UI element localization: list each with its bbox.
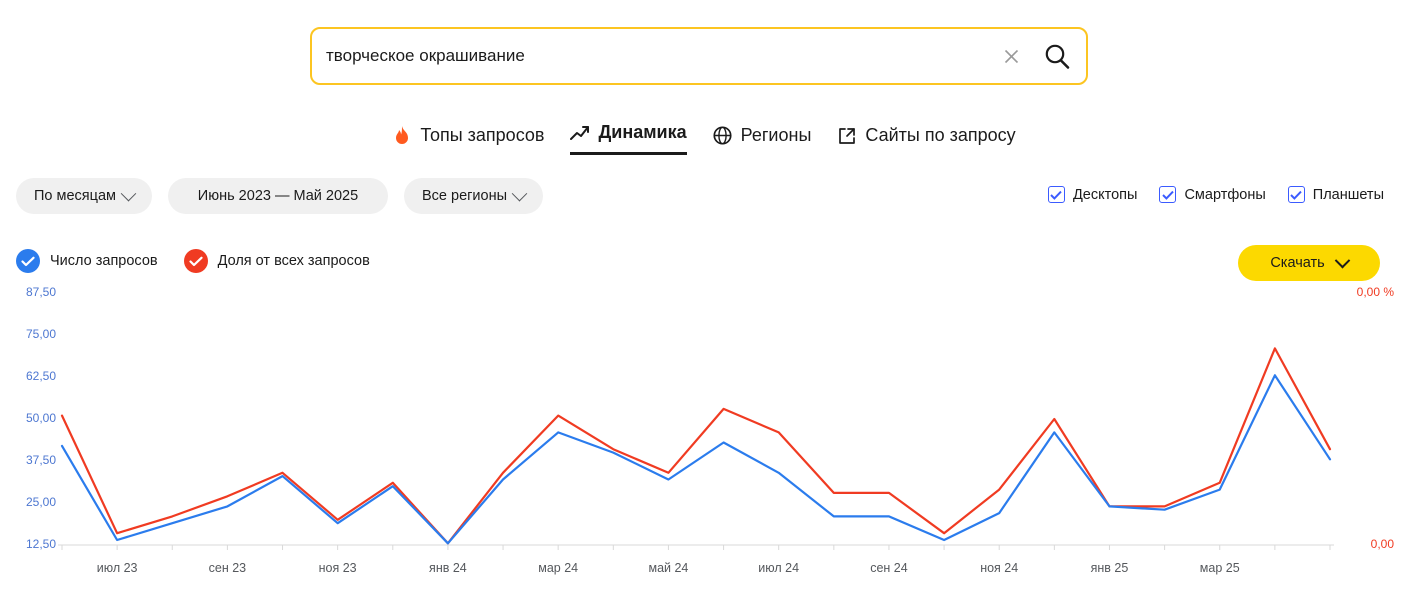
checkbox-smartphones-label: Смартфоны [1184, 186, 1266, 203]
tab-regions-label: Регионы [740, 125, 812, 145]
y-tick-left: 87,50 [25, 285, 56, 299]
y-tick-left: 62,50 [25, 369, 56, 383]
x-tick-label: сен 24 [870, 561, 908, 575]
check-icon [189, 256, 203, 267]
tab-regions[interactable] [713, 125, 812, 155]
x-tick-label: ноя 23 [318, 561, 357, 575]
chart-plot [0, 283, 1408, 601]
x-tick-label: мар 25 [1199, 561, 1240, 575]
check-icon [1050, 190, 1062, 200]
search-button[interactable] [1028, 29, 1086, 83]
search-bar[interactable] [310, 27, 1088, 85]
chevron-down-icon [121, 185, 137, 201]
tab-sites[interactable] [837, 125, 1015, 155]
y-tick-right: 0,00 [1370, 537, 1394, 551]
device-filters [1048, 186, 1384, 203]
x-tick-label: июл 24 [758, 561, 800, 575]
tab-tops[interactable] [392, 125, 544, 155]
date-range-label: Июнь 2023 — Май 2025 [197, 188, 359, 204]
chart-legend [16, 249, 370, 273]
series-line [62, 375, 1330, 543]
globe-icon [713, 126, 733, 146]
period-grouping-dropdown[interactable] [16, 178, 152, 214]
legend-toggle-queries[interactable] [16, 249, 40, 273]
date-range-dropdown[interactable] [168, 178, 388, 214]
x-tick-label: май 24 [648, 561, 689, 575]
tab-sites-label: Сайты по запросу [865, 125, 1016, 145]
close-icon-glyph [1004, 49, 1019, 64]
checkbox-desktops-label: Десктопы [1072, 186, 1138, 203]
x-tick-label: ноя 24 [980, 561, 1019, 575]
legend-item-queries[interactable] [16, 249, 158, 273]
x-tick-label: июл 23 [96, 561, 138, 575]
regions-label: Все регионы [422, 188, 508, 204]
check-icon [1290, 190, 1302, 200]
main-tabs [0, 122, 1408, 155]
legend-label-queries: Число запросов [50, 253, 158, 269]
checkbox-desktops-box[interactable] [1048, 186, 1065, 203]
legend-label-share: Доля от всех запросов [217, 253, 370, 269]
y-tick-left: 25,00 [25, 495, 56, 509]
x-tick-label: мар 24 [538, 561, 579, 575]
y-tick-left: 12,50 [25, 537, 56, 551]
series-line [62, 348, 1330, 543]
dynamics-chart [0, 283, 1408, 601]
trend-up-icon [570, 123, 590, 143]
tab-dynamics-label: Динамика [598, 122, 687, 142]
regions-dropdown[interactable] [404, 178, 543, 214]
check-icon [1162, 190, 1174, 200]
checkbox-smartphones[interactable] [1159, 186, 1265, 203]
x-tick-label: янв 24 [429, 561, 467, 575]
search-icon [1042, 41, 1072, 71]
search-input[interactable] [312, 46, 994, 66]
flame-icon [392, 126, 412, 146]
y-tick-left: 37,50 [25, 453, 56, 467]
checkbox-tablets-box[interactable] [1288, 186, 1305, 203]
download-button-label: Скачать [1270, 255, 1325, 271]
chevron-down-icon [512, 185, 528, 201]
checkbox-smartphones-box[interactable] [1159, 186, 1176, 203]
tab-dynamics[interactable] [570, 122, 686, 155]
checkbox-desktops[interactable] [1048, 186, 1137, 203]
external-link-icon [837, 126, 857, 146]
y-tick-left: 75,00 [25, 327, 56, 341]
y-tick-right: 0,00 % [1356, 285, 1394, 299]
check-icon [21, 256, 35, 267]
download-button[interactable] [1238, 245, 1380, 281]
filter-row [16, 178, 543, 214]
tab-tops-label: Топы запросов [420, 125, 545, 145]
chevron-down-icon [1334, 252, 1350, 268]
x-tick-label: сен 23 [208, 561, 247, 575]
checkbox-tablets-label: Планшеты [1312, 186, 1384, 203]
period-grouping-label: По месяцам [34, 188, 116, 204]
y-tick-left: 50,00 [25, 411, 56, 425]
x-tick-label: янв 25 [1090, 561, 1129, 575]
legend-item-share[interactable] [184, 249, 370, 273]
legend-toggle-share[interactable] [184, 249, 208, 273]
checkbox-tablets[interactable] [1288, 186, 1384, 203]
close-icon[interactable] [994, 39, 1028, 73]
